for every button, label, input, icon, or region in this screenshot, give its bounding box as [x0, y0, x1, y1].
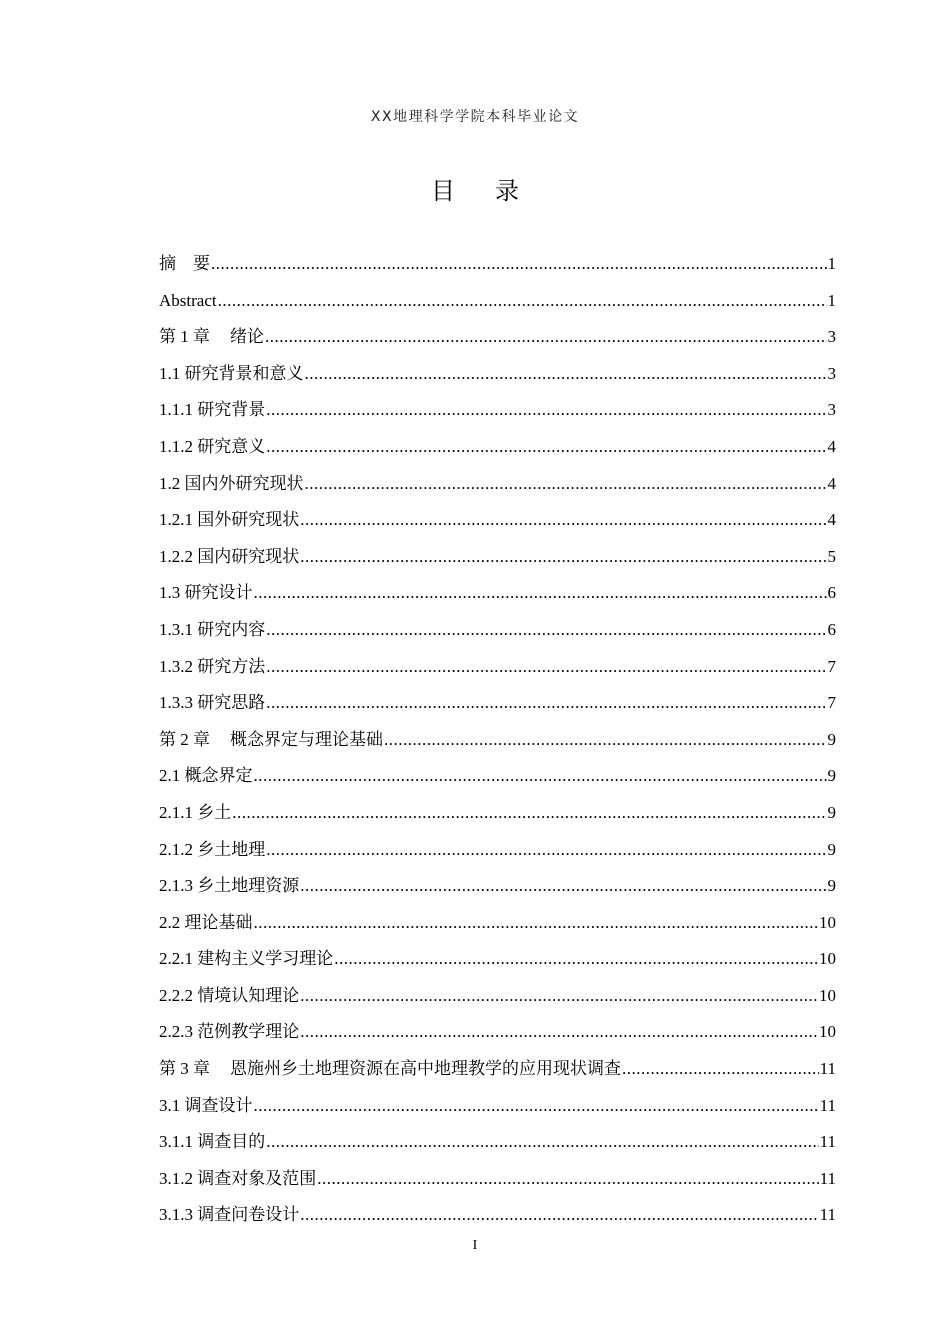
toc-entry[interactable]	[159, 685, 836, 722]
toc-entry-label: 3.1 调查设计	[159, 1095, 253, 1115]
toc-dot-leader	[254, 905, 819, 942]
toc-dot-leader	[254, 758, 827, 795]
toc-entry-label: 2.2 理论基础	[159, 912, 253, 932]
toc-entry[interactable]	[159, 612, 836, 649]
toc-page-number: 4	[827, 473, 836, 493]
toc-entry-label: 3.1.3 调查问卷设计	[159, 1205, 300, 1225]
toc-entry[interactable]	[159, 1051, 836, 1088]
toc-dot-leader	[305, 466, 827, 503]
toc-dot-leader	[300, 502, 826, 539]
toc-entry[interactable]	[159, 1124, 836, 1161]
page-number: I	[472, 1238, 478, 1253]
toc-page-number: 4	[827, 510, 836, 530]
toc-entry-label	[159, 1051, 621, 1088]
toc-dot-leader	[254, 575, 827, 612]
toc-entry[interactable]	[159, 1014, 836, 1051]
running-header: XX地理科学学院本科毕业论文	[370, 109, 580, 125]
toc-entry-label: 1.1.2 研究意义	[159, 436, 266, 456]
toc-dot-leader	[300, 868, 826, 905]
toc-entry[interactable]	[159, 941, 836, 978]
toc-chapter-number: 第 1 章	[159, 327, 210, 347]
toc-entry-label	[159, 319, 264, 356]
toc-dot-leader	[265, 319, 827, 356]
toc-title-char-1: 目	[431, 177, 455, 205]
toc-dot-leader	[266, 392, 826, 429]
toc-page-number: 3	[827, 400, 836, 420]
toc-page-number: 10	[819, 912, 836, 932]
toc-page-number: 10	[819, 985, 836, 1005]
toc-page-number: 9	[827, 876, 836, 896]
toc-chapter-title: 概念界定与理论基础	[230, 729, 383, 749]
toc-entry[interactable]	[159, 319, 836, 356]
toc-entry-label: 2.2.3 范例教学理论	[159, 1022, 300, 1042]
toc-chapter-number: 第 2 章	[159, 729, 210, 749]
toc-page-number: 11	[819, 1095, 836, 1115]
toc-dot-leader	[266, 649, 826, 686]
toc-entry-label: 1.2 国内外研究现状	[159, 473, 304, 493]
toc-entry-label: 2.1.2 乡土地理	[159, 839, 266, 859]
toc-entry-label: 摘 要	[159, 254, 210, 273]
toc-entry[interactable]	[159, 795, 836, 832]
toc-dot-leader	[300, 1014, 818, 1051]
toc-entry[interactable]	[159, 539, 836, 576]
toc-dot-leader	[300, 539, 826, 576]
toc-page-number: 11	[819, 1059, 836, 1079]
toc-entry[interactable]	[159, 356, 836, 393]
toc-page-number: 11	[819, 1132, 836, 1152]
toc-entry-label: 1.1.1 研究背景	[159, 400, 266, 420]
toc-page-number: 6	[827, 583, 836, 603]
toc-page-number: 10	[819, 1022, 836, 1042]
toc-entry[interactable]	[159, 429, 836, 466]
toc-entry[interactable]	[159, 832, 836, 869]
toc-page-number: 5	[827, 546, 836, 566]
toc-chapter-number: 第 3 章	[159, 1059, 210, 1079]
toc-page-number: 11	[819, 1168, 836, 1188]
toc-entry-label: 3.1.1 调查目的	[159, 1132, 266, 1152]
toc-entry-label: 1.3.2 研究方法	[159, 656, 266, 676]
toc-entry-label: 1.1 研究背景和意义	[159, 363, 304, 383]
toc-entry-label: 2.1.1 乡土	[159, 802, 232, 822]
toc-entry[interactable]	[159, 722, 836, 759]
toc-entry[interactable]	[159, 283, 836, 320]
toc-page-number: 9	[827, 839, 836, 859]
toc-entry-label: 1.3.3 研究思路	[159, 693, 266, 713]
toc-page-number: 9	[827, 802, 836, 822]
toc-entry[interactable]	[159, 1088, 836, 1125]
toc-chapter-title: 恩施州乡土地理资源在高中地理教学的应用现状调查	[230, 1059, 621, 1079]
toc-entry-label: 2.2.1 建构主义学习理论	[159, 949, 334, 969]
toc-dot-leader	[211, 246, 827, 283]
toc-dot-leader	[334, 941, 818, 978]
toc-entry-label	[159, 722, 383, 759]
toc-page-number: 7	[827, 656, 836, 676]
toc-entry[interactable]	[159, 1197, 836, 1234]
toc-page-number: 11	[819, 1205, 836, 1225]
toc-dot-leader	[305, 356, 827, 393]
toc-entry[interactable]	[159, 502, 836, 539]
toc-page-number: 4	[827, 436, 836, 456]
toc-title	[0, 171, 950, 206]
toc-page-number: 9	[827, 766, 836, 786]
toc-page-number: 6	[827, 619, 836, 639]
toc-entry[interactable]	[159, 466, 836, 503]
toc-entry-label: 1.2.2 国内研究现状	[159, 546, 300, 566]
toc-entry-label: Abstract	[159, 290, 217, 310]
toc-dot-leader	[266, 612, 826, 649]
toc-entry-label: 3.1.2 调查对象及范围	[159, 1168, 317, 1188]
toc-page-number: 10	[819, 949, 836, 969]
toc-dot-leader	[300, 978, 818, 1015]
toc-page-number: 3	[827, 363, 836, 383]
toc-dot-leader	[266, 832, 826, 869]
toc-entry[interactable]	[159, 649, 836, 686]
toc-entry[interactable]	[159, 905, 836, 942]
toc-entry-label: 2.1 概念界定	[159, 766, 253, 786]
toc-dot-leader	[254, 1088, 819, 1125]
toc-dot-leader	[384, 722, 827, 759]
toc-entry[interactable]	[159, 978, 836, 1015]
toc-dot-leader	[317, 1161, 818, 1198]
toc-page-number: 3	[827, 327, 836, 347]
toc-dot-leader	[622, 1051, 819, 1088]
toc-entry[interactable]	[159, 758, 836, 795]
toc-dot-leader	[266, 685, 826, 722]
toc-entry[interactable]	[159, 1161, 836, 1198]
toc-entry-label: 1.2.1 国外研究现状	[159, 510, 300, 530]
toc-dot-leader	[300, 1197, 818, 1234]
toc-entry-label: 2.1.3 乡土地理资源	[159, 876, 300, 896]
toc-page-number: 7	[827, 693, 836, 713]
toc-page-number: 1	[827, 254, 836, 273]
toc-dot-leader	[218, 283, 827, 320]
toc-entry-label: 1.3.1 研究内容	[159, 619, 266, 639]
toc-dot-leader	[266, 429, 826, 466]
toc-entry-label: 2.2.2 情境认知理论	[159, 985, 300, 1005]
toc-entry[interactable]	[159, 246, 836, 283]
toc-entry[interactable]	[159, 868, 836, 905]
toc-entry[interactable]	[159, 392, 836, 429]
toc-entry-label: 1.3 研究设计	[159, 583, 253, 603]
toc-chapter-title: 绪论	[230, 327, 264, 347]
toc-dot-leader	[266, 1124, 818, 1161]
toc-page-number: 9	[827, 729, 836, 749]
toc-title-char-2: 录	[495, 177, 519, 205]
toc-entry[interactable]	[159, 575, 836, 612]
toc-page-number: 1	[827, 290, 836, 310]
toc-dot-leader	[232, 795, 826, 832]
toc-list	[159, 246, 836, 1234]
